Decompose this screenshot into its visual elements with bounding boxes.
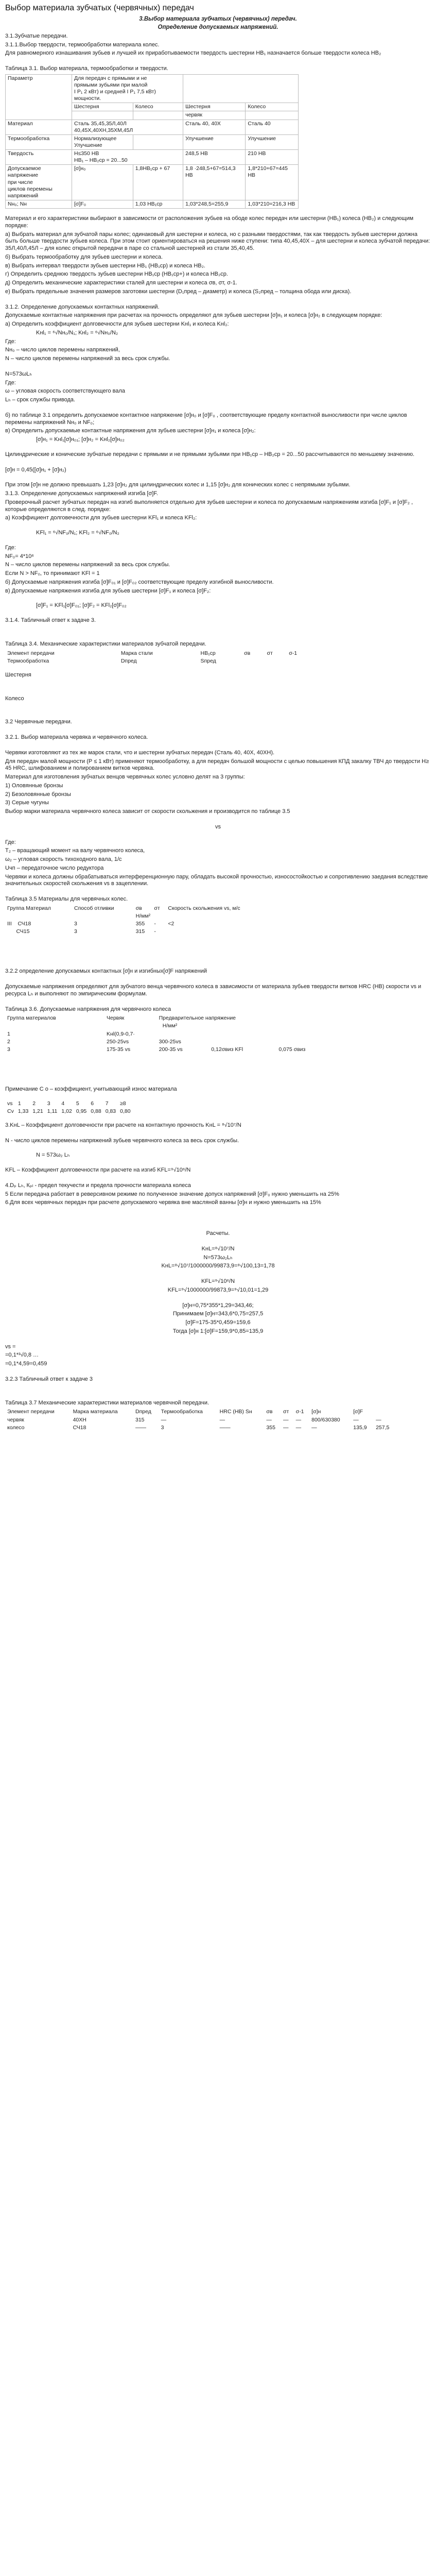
paragraph: NF₀= 4*10⁶ [5, 553, 34, 560]
table-cell: 0,12σвиз KFl [211, 1046, 243, 1053]
table-cell: Способ отливки [74, 905, 114, 911]
calc-line: Тогда [σ]н 1:[σ]F=159,9*0,85=135,9 [172, 1328, 264, 1334]
paragraph: Червяки и колеса должны обрабатываться интерференционную пару, обладать высокой прочностью, износостойкостью и сопротивлению заедания вследствие значительных скоростей скольжения vs в зацеплении. [5, 873, 428, 887]
formula: [σ]F₁ = KFl₁[σ]F₀₁; [σ]F₂ = KFl₂[σ]F₀₂ [36, 602, 127, 609]
paragraph: Материал и его характеристики выбирают в зависимости от расположения зубьев на ободе колес передач или шестерни (НВ₁) колеса (НВ₂) и следующим порядке: [5, 215, 414, 229]
list-item: е) Выбрать предельные значения размеров заготовки шестерни (D₁пред – диаметр) и колеса (S₂пред – толщина обода или диска). [5, 288, 352, 295]
section-3-1-4: 3.1.4. Табличный ответ к задаче 3. [5, 617, 96, 623]
table-cell: — [311, 1424, 317, 1431]
paragraph: б) по таблице 3.1 определить допускаемое контактное напряжение [σ]н₀ и [σ]F₀ , соответствующие пределу контактной выносливости при числе циклов перемены напряжений Nн₀ и NF₀; [5, 412, 407, 426]
table-cell: Улучшение [246, 134, 299, 149]
paragraph: Допускаемые контактные напряжения при расчетах на прочность определяют для зубьев шестерни [σ]н₁ и колеса [σ]н₂ в следующем порядке: [5, 312, 382, 319]
table-cell: σт [267, 650, 273, 656]
table-cell: Sпред [200, 657, 216, 664]
table-cell: 3 [161, 1424, 164, 1431]
table-cell: 3 [74, 928, 77, 935]
table-cell: Нормализующее Улучшение [72, 134, 133, 149]
table-cell: 3 [7, 1046, 10, 1053]
table-row-label: Шестерня [5, 671, 31, 678]
table-cell: 5 [76, 1100, 79, 1107]
table-cell: 3 [47, 1100, 50, 1107]
table-cell: [σ]F [353, 1409, 363, 1415]
list-item: д) Определить механические характеристики сталей для шестерни и колеса σв, σт, σ-1. [5, 280, 237, 286]
paragraph: Допускаемые напряжения определяют для зубчатого венца червячного колеса в зависимости от материала зубьев твердости витков НRC (НВ) скорости vs и ресурса Lₕ и выполняют по эмпирическим формулам. [5, 984, 422, 997]
table-cell [246, 111, 299, 120]
section-3-1-1-text: Для равномерного изнашивания зубьев и лучшей их приработываемости твердость шестерни НВ₁ назначается больше твердости колеса НВ₂ [5, 50, 381, 57]
table-cell: НВ₁ср [200, 650, 216, 656]
table-cell: Материал [6, 120, 72, 134]
table-cell: Термообработка [7, 657, 49, 664]
formula: [σ]н₁ = Kнl₁[σ]н₀₁; [σ]н₂ = Kнl₂[σ]н₀₂ [36, 436, 125, 443]
table-cell: [σ]н₀ [72, 165, 133, 200]
table-cell: —— [135, 1424, 146, 1431]
table-cell: 315 [135, 1416, 145, 1423]
table-cell: 200-35 vs [159, 1046, 183, 1053]
paragraph: Nн₀ – число циклов перемены напряжений, [5, 347, 120, 353]
table-cell: СЧ18 [73, 1424, 86, 1431]
table-cell: 315 [135, 928, 145, 935]
section-3-1-2: 3.1.2. Определение допускаемых контактных напряжений. [5, 303, 160, 310]
table-cell: — [295, 1424, 302, 1431]
table-cell: 1,11 [47, 1108, 58, 1114]
table-cell: Улучшение [183, 134, 246, 149]
section-subheading: Определение допускаемых напряжений. [158, 24, 278, 31]
table-cell: 1,03*210=216,3 НВ [246, 200, 299, 208]
table-cell: 6 [91, 1100, 94, 1107]
table-cell: σв [244, 650, 251, 656]
table-cell: [σ]F₀ [72, 200, 133, 208]
table-cell: Сталь 35,45,35Л,40Л 40,45Х,40ХН,35ХМ,45Л [72, 120, 183, 134]
table-3-1-title: Таблица 3.1. Выбор материала, термообработки и твердости. [5, 65, 168, 72]
table-cell: Червяк [106, 1015, 125, 1022]
table-cell: НRC (НВ) Sн [219, 1409, 252, 1415]
paragraph: Цилиндрические и конические зубчатые передачи с прямыми и не прямыми зубьями при НВ₁ср – НВ₂ср = 20...50 рассчитываются по меньшему значению. [5, 451, 414, 457]
table-cell: —— [219, 1424, 231, 1431]
table-cell: σв [135, 905, 142, 911]
table-cell: Элемент передачи [7, 1409, 55, 1415]
table-cell: Сталь 40, 40Х [183, 120, 246, 134]
list-item: 6.Для всех червячных передач при расчете допускаемого червяка вне масляной ванны [σ]н и нужно уменьшить на 15% [5, 1199, 321, 1206]
table-cell: 248,5 НВ [183, 150, 246, 165]
calc-line: =0,1*4,59=0,459 [5, 1361, 47, 1367]
list-item: 3) Серые чугуны [5, 800, 49, 806]
list-item: 4.Dₚ Lₕ, Кₚₗ - предел текучести и предела прочности материала колеса [5, 1182, 191, 1189]
calc-line: [σ]F=175-35*0,459=159,6 [185, 1319, 251, 1326]
table-3-5 [5, 905, 273, 936]
table-cell [133, 134, 183, 149]
table-cell: 250-25vs [106, 1038, 129, 1045]
paragraph: ω – угловая скорость соответствующего вала [5, 388, 126, 395]
table-cell: 1 [18, 1100, 21, 1107]
table-cell: — [353, 1416, 359, 1423]
table-cell: — [219, 1416, 225, 1423]
calc-title: Расчеты. [206, 1230, 230, 1237]
table-cell: 0,80 [120, 1108, 131, 1114]
table-cell: 257,5 [376, 1424, 390, 1431]
table-cell: 1,02 [61, 1108, 72, 1114]
table-cell: 1,03*248,5=255,9 [183, 200, 246, 208]
table-cell: 2 [32, 1100, 36, 1107]
section-3-1-1: 3.1.1.Выбор твердости, термообработки материала колес. [5, 41, 160, 48]
paragraph: Для передач малой мощности (Р ≤ 1 кВт) применяют термообработку, а для передач большой мощности с целью повышения КПД закалку ТВЧ до твердости Н≥ 45 HRC, шлифованием и полированием витков червяка. [5, 758, 429, 772]
table-cell: Элемент передачи [7, 650, 55, 656]
table-cell: 1,8НВ₁ср + 67 [133, 165, 183, 200]
table-cell [72, 111, 133, 120]
paragraph: Где: [5, 338, 16, 345]
paragraph: Uчп – передаточное число редуктора [5, 865, 104, 871]
paragraph: Примечание С о – коэффициент, учитывающий износ материала [5, 1086, 177, 1092]
table-cell: 0,83 [105, 1108, 116, 1114]
paragraph: N – число циклов перемены напряжений за весь срок службы. [5, 355, 170, 362]
list-item: 5 Если передача работает в реверсивном режиме по полученное значение допуск напряжений [σ]F₀ нужно уменьшить на 25% [5, 1191, 339, 1197]
table-cell: колесо [7, 1424, 25, 1431]
table-cell: 800/630380 [311, 1416, 340, 1423]
table-cell: Группа Материал [7, 905, 51, 911]
table-cell: Термообработка [6, 134, 72, 149]
table-cell: σт [283, 1409, 289, 1415]
formula: [σ]н = 0,45([σ]н₁ + [σ]н₂) [5, 466, 66, 473]
table-cell: Cv [7, 1108, 14, 1114]
list-item: 2) Безоловянные бронзы [5, 791, 71, 798]
table-cell [166, 912, 273, 920]
paragraph: ω₂ – угловая скорость тихоходного вала, 1/с [5, 856, 122, 862]
table-cell: Н/мм² [135, 912, 151, 919]
table-cell [183, 74, 299, 103]
table-cell: Марка стали [120, 650, 153, 656]
table-cell: Твердость [6, 150, 72, 165]
table-cell: Н/мм² [162, 1023, 178, 1029]
table-cell: 0,95 [76, 1108, 87, 1114]
calc-line: [σ]н=0,75*355*1,29=343,46; [182, 1302, 254, 1309]
list-item: a) Выбрать материал для зубчатой пары колес; одинаковый для шестерни и колеса, но с разными твердостями, так как твердость зубьев шестерни должна быть больше твердости зубьев колеса. При этом стоит ориентироваться на решения ниже ступени: типа 40,45,40Х – для шестерни и колеса зубчатой передачи: 35Л,40Л,45Л – для колес открытой передачи в паре со стальной шестерней из стали 35,40,45. [5, 231, 430, 251]
table-cell: ≥8 [120, 1100, 126, 1107]
table-cell: - [154, 921, 156, 927]
table-cell: — [283, 1416, 289, 1423]
calc-line: KFL=⁹√1000000/99873,9=⁹√10,01=1,29 [167, 1286, 269, 1293]
table-cell: σ-1 [295, 1409, 304, 1415]
list-item: г) Определить среднюю твердость зубьев шестерни НВ₁ср (НВ₁ср+) и колеса НВ₂ср. [5, 271, 228, 278]
table-cell: 0,075 σвиз [278, 1046, 306, 1053]
table-3-6-title: Таблица 3.6. Допускаемые напряжения для червячного колеса [5, 1006, 171, 1012]
table-cell: 300-25vs [159, 1038, 181, 1045]
document-title: Выбор материала зубчатых (червячных) передач [5, 4, 194, 12]
paragraph: Где: [5, 379, 16, 386]
list-item: в) Выбрать интервал твердости зубьев шестерни НВ₁ (НВ₁ср) и колеса НВ₂. [5, 262, 205, 269]
table-cell: Kнl(0,9-0,7· [106, 1030, 135, 1037]
paragraph: Если N > NF₀, то принимают KFl = 1 [5, 570, 100, 577]
table-cell: 3 [74, 921, 77, 927]
paragraph: в) Допускаемые напряжения изгиба для зубьев шестерни [σ]F₁ и колеса [σ]F₂: [5, 587, 211, 594]
table-cell: Предварительное напряжение [159, 1015, 236, 1022]
formula: N = 573ω₂ Lₕ [36, 1152, 70, 1159]
table-cell: Колесо [246, 103, 299, 111]
table-cell: 1,03 НВ₁ср [133, 200, 183, 208]
calc-block [5, 1246, 431, 1335]
paragraph: Где: [5, 839, 16, 845]
table-cell: СЧ15 [16, 928, 30, 935]
paragraph: в) Определить допускаемые контактные напряжения для зубьев шестерни [σ]н₁ и колеса [σ]н₂: [5, 428, 256, 434]
section-3-2: 3.2 Червячные передачи. [5, 719, 72, 725]
table-cell: vs [7, 1100, 13, 1107]
table-cell: Н≤350 НВ НВ₁ – НВ₂ср = 20...50 [72, 150, 183, 165]
calc-line: Принимаем [σ]н=343,6*0,75=257,5 [172, 1311, 264, 1317]
table-cell [209, 1038, 335, 1046]
calc-line: =0,1*³√0,8 … [5, 1352, 39, 1359]
table-cell: Сталь 40 [246, 120, 299, 134]
table-cell: 1,8*210+67=445 НВ [246, 165, 299, 200]
table-cell: 355 [266, 1424, 275, 1431]
table-cell: 1,21 [32, 1108, 43, 1114]
section-3-1: 3.1.Зубчатые передачи. [5, 32, 68, 39]
paragraph: Где: [5, 544, 16, 551]
table-cell: 2 [7, 1038, 10, 1045]
table-cell: — [295, 1416, 302, 1423]
table-cell: Термообработка [161, 1409, 203, 1415]
list-materials [5, 231, 431, 296]
table-cell: 7 [105, 1100, 109, 1107]
calc-line: KFL=⁹√10⁶/N [201, 1278, 235, 1285]
table-cell: — [161, 1416, 167, 1423]
table-vs-cv [5, 1100, 133, 1115]
calc-line: KнL=⁸√10⁷/N [201, 1245, 235, 1252]
table-cell: — [376, 1416, 381, 1423]
table-cell: <2 [168, 921, 175, 927]
table-cell: Nн₀; Nн [6, 200, 72, 208]
table-cell: червяк [7, 1416, 24, 1423]
paragraph: 3.KнL – Коэффициент долговечности при расчете на контактную прочность KнL = ⁸√10⁷/N [5, 1122, 241, 1128]
table-cell: 210 НВ [246, 150, 299, 165]
section-heading: 3.Выбор материала зубчатых (червячных) передач. [139, 16, 297, 22]
table-cell: — [283, 1424, 289, 1431]
section-3-2-1: 3.2.1. Выбор материала червяка и червячного колеса. [5, 734, 148, 740]
table-row-label: Колесо [5, 695, 24, 702]
table-cell: 4 [61, 1100, 65, 1107]
table-cell: 0,88 [91, 1108, 101, 1114]
table-3-1 [5, 74, 299, 209]
paragraph: Lₕ – срок службы привода. [5, 397, 76, 403]
paragraph: Червяки изготовляют из тех же марок стали, что и шестерни зубчатых передач (Сталь 40, 40Х, 40ХН). [5, 749, 275, 756]
table-cell [242, 657, 314, 665]
section-3-2-3: 3.2.3 Табличный ответ к задаче 3 [5, 1376, 93, 1382]
paragraph: При этом [σ]н не должно превышать 1,23 [σ]н₂ для цилиндрических колес и 1,15 [σ]н₂ для конических колес с непрямыми зубьями. [5, 482, 351, 488]
table-cell: σв [266, 1409, 273, 1415]
table-cell: σт [154, 905, 160, 911]
table-3-5-title: Таблица 3.5 Материалы для червячных колес. [5, 896, 128, 902]
calc-line: KнL=⁸√10⁷/1000000/99873,9=⁸√100,13=1,78 [161, 1263, 275, 1269]
table-cell [133, 111, 183, 120]
table-cell: 40ХН [73, 1416, 86, 1423]
table-cell: Dпред [120, 657, 137, 664]
list-item: 1) Оловянные бронзы [5, 782, 63, 789]
table-cell: Допускаемое напряжение при числе циклов перемены напряжений [6, 165, 72, 200]
formula: Kнl₁ = ⁶√Nн₀/N₁; Kнl₂ = ⁶√Nн₀/N₂ [36, 329, 118, 336]
table-cell [5, 912, 134, 920]
table-cell: 175-35 vs [106, 1046, 131, 1053]
calc-line: vs = [5, 1343, 16, 1350]
formula: KFl₁ = ⁶√NF₀/N₁; KFl₂ = ⁶√NF₀/N₂ [36, 530, 119, 536]
table-cell: Марка материала [73, 1409, 118, 1415]
table-cell: Группа материалов [7, 1015, 56, 1022]
table-cell: [σ]н [311, 1409, 321, 1415]
paragraph: KFL – Коэффициент долговечности при расчете на изгиб KFL=⁹√10⁶/N [5, 1167, 191, 1174]
table-cell: 1,8 ·248,5+67=514,3 НВ [183, 165, 246, 200]
table-cell: III СЧ18 [7, 921, 31, 927]
table-3-4 [5, 650, 314, 665]
paragraph: N – число циклов перемены напряжений за весь срок службы. [5, 562, 170, 568]
table-cell: Для передач с прямыми и не прямыми зубьями при малой I Р₁ 2 кВт) и средней I Р₁ 7,5 кВт) мощности. [72, 74, 183, 103]
section-3-1-3: 3.1.3. Определение допускаемых напряжений изгиба [σ]F. [5, 490, 158, 497]
paragraph: N - число циклов перемены напряжений зубьев червячного колеса за весь срок службы. [5, 1137, 239, 1144]
table-cell: Dпред [135, 1409, 151, 1415]
table-cell: Скорость скольжения vs, м/с [168, 905, 240, 911]
table-cell: Шестерня [72, 103, 133, 111]
paragraph: T₂ – вращающий момент на валу червячного колеса, [5, 848, 145, 854]
table-cell: — [266, 1416, 272, 1423]
paragraph: Проверочный расчет зубчатых передач на изгиб выполняется отдельно для зубьев шестерни и колеса по допускаемым напряжениям изгиба [σ]F₁ и [σ]F₂ , которые определяются в след. порядке: [5, 499, 413, 513]
table-cell: σ-1 [289, 650, 298, 656]
paragraph: а) Определить коэффициент долговечности для зубьев шестерни Kнl₁ и колеса Kнl₂: [5, 321, 229, 327]
table-cell: 1,33 [18, 1108, 29, 1114]
formula: N=573ωLₕ [5, 370, 32, 377]
paragraph: Материал для изготовления зубчатых венцов червячных колес условно делят на 3 группы: [5, 774, 245, 780]
formula: vs [215, 823, 221, 830]
table-cell: червяк [183, 111, 246, 120]
table-3-6 [5, 1014, 335, 1054]
section-3-2-2: 3.2.2 определение допускаемых контактных [σ]н и изгибных[σ]F напряжений [5, 968, 207, 975]
table-cell: 135,9 [353, 1424, 367, 1431]
table-cell: Колесо [133, 103, 183, 111]
table-cell: 355 [135, 921, 145, 927]
table-3-7-title: Таблица 3.7 Механические характеристики материалов червячной передачи. [5, 1399, 210, 1406]
table-cell: Параметр [6, 74, 72, 120]
table-cell: - [154, 928, 156, 935]
table-cell: Шестерня [183, 103, 246, 111]
table-3-7 [5, 1408, 396, 1431]
table-3-4-title: Таблица 3.4. Механические характеристики материалов зубчатой передачи. [5, 640, 206, 647]
paragraph: Выбор марки материала червячного колеса зависит от скорости скольжения и производится по таблице 3.5 [5, 808, 290, 815]
list-item: б) Выбрать термообработку для зубьев шестерни и колеса. [5, 253, 163, 260]
table-cell: 1 [7, 1030, 10, 1037]
paragraph: а) Коэффициент долговечности для зубьев шестерни KFl₁ и колеса KFl₂: [5, 515, 197, 521]
calc-line: N=573ω₂Lₕ [203, 1254, 233, 1261]
table-cell [166, 928, 273, 936]
paragraph: б) Допускаемые напряжения изгиба [σ]F₀₁ и [σ]F₀₂ соответствующие пределу изгибной выносливости. [5, 579, 274, 585]
